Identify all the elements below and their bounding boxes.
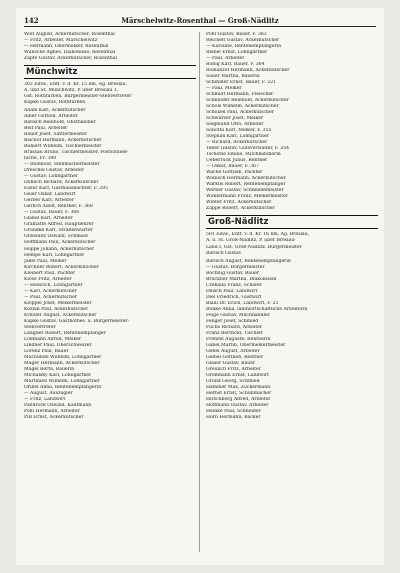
directory-entry: Kupke Gustav, Gasthofbes. u. Bürgermeister- [24,318,130,324]
directory-entry: Mager Hermann, Ackerkutscher [24,360,100,366]
directory-entry: — Paul, Ackerkutscher [24,294,78,300]
directory-entry: Hempe Karl, Lohngärtner [24,252,85,258]
section-intro-gross-naedlitz [206,232,378,256]
page-number: 142 [24,16,39,25]
directory-entry: Bischof Hermann, Ackerkutscher [24,138,102,144]
directory-entry: Schwarzer Josef, Melker [206,116,264,122]
directory-entry: Kirchner Robert, Ackerkutscher [24,264,99,270]
section-intro-line: Land I, Gst. Groß-Nädlitz. Bürgermeister [206,244,302,250]
directory-entry: Oribel Anna, Rentenempfängerin [24,384,102,390]
directory-entry: fache, Fr. 390 [24,156,57,162]
directory-entry: Eisler Karl, Gasthausbächter, F. 295 [24,186,108,192]
directory-entry: Hoppe Johann, Ackerkutscher [24,246,94,252]
directory-entry: Diel Friedrich, Gastwirt [206,294,262,300]
left-top-entries [24,32,196,62]
section-intro-line: A. u. St. Groß-Nädlitz, P. über Breslau- [206,238,296,244]
directory-entry: Siegmund Otto, Arbeiter [206,122,264,128]
directory-entry: Hoffmann Gustav, Arbeiter [206,402,269,408]
directory-entry: Warkus Robert, Rentenempfänger [206,182,286,188]
directory-entry: Roßig Karl, Bauer, F. 364 [206,62,265,68]
directory-entry: Reichelt Gustav, Ackerkutscher [206,38,280,44]
directory-entry: Wache Gottlieb, Pächter [206,170,263,176]
directory-entry: Bunke Anna, landwirtschaftliche Arbeiterin [206,306,308,312]
directory-entry: Martinien Wilhelm, Lohngärtner [24,378,100,384]
directory-entry: Lindner Paul, Oberschweizer [24,342,92,348]
directory-entry: Magel Berta, Bäuerin [24,366,75,372]
directory-entry: Schmidt Hermann, Fleischer [206,92,274,98]
directory-entry: — Karoline, Rentenempfängerin [206,44,282,50]
directory-entry: Kozian Paul, Ackerkutscher [24,306,89,312]
directory-entry: Döhlich Richard, Ackerkutscher [24,180,99,186]
directory-entry: Adler Gottlob, Arbeiter [24,114,78,120]
directory-entry: Gäbel Martin, Obermelkermeister [206,342,286,348]
directory-entry: Gerber Karl, Arbeiter [24,198,75,204]
directory-entry: Langner Robert, Rentenempfänger [24,330,106,336]
directory-entry: Gebel August, Arbeiter [206,348,260,354]
directory-entry: Wünsche Agnes, Diakonisse, Rosenthal [24,50,116,56]
directory-entry: Czekalla Franz, Schäfer [206,282,262,288]
directory-entry: Schneider Reinhold, Ackerkutscher [206,98,289,104]
section-intro-line: Kupke Gustav, Rothfürben [24,100,86,106]
directory-entry: Bochnig Gustav, Bauer [206,270,260,276]
directory-entry: — Hermann, Obermelker, Rosenthal [24,44,109,50]
directory-entry: Pandrock Oswald, Kaufmann [24,402,92,408]
directory-entry: — Oskar, Bauer, F. 367 [206,164,259,170]
directory-entry: Buhlert Wilhelm, Tischlermeister [24,144,102,150]
directory-entry: Greulich Fritz, Arbeiter [206,366,261,372]
directory-entry: Adam Karl, Ackerkutscher [24,108,86,114]
directory-entry: Tschirne Emilie, Milchhändlerin [206,152,281,158]
directory-entry: Zappe Robert, Ackerkutscher [206,206,275,212]
directory-entry: Gramatte Alfred, Hauptlehrer [24,222,94,228]
directory-entry: Barisch Reinhold, Obstbändler [24,120,96,126]
directory-entry: Pilz Ernst, Ackerkutscher [24,414,84,420]
directory-entry: Lorenz Paul, Bauer [24,348,69,354]
directory-entry: Ueberrück Julius, Rentner [206,158,268,164]
directory-entry: Wollisch Hermann, Ackerkutscher [206,176,286,182]
directory-entry: Grzesnitz Oswald, Schmied [24,234,88,240]
directory-entry: Wolf August, Ackerkutscher, Rosenthal [24,32,115,37]
directory-entry: — Gustav, Bürgermeister [206,264,265,270]
directory-entry: Franz Berthold, Tischler [206,330,263,336]
directory-entry: — Fritz, Arbeiter, Märschelwitz [24,38,98,44]
directory-entry: Klose Fritz, Arbeiter [24,276,72,282]
section-entries-gross-naedlitz [206,259,378,421]
directory-entry: Romanzof Hermann, Ackerkutscher [206,68,290,74]
directory-entry: Michalsky Karl, Lohngärtner [24,372,92,378]
directory-entry: Blaul Dr. Erich, Landwirt, F. 21 [206,300,279,306]
directory-entry: Pohl Gustav, Bauer, F. 363 [206,32,267,37]
directory-entry: Hirschberg Alfred, Arbeiter [206,396,271,402]
directory-entry: Feige Gustav, Milchhändler [206,312,270,318]
directory-entry: Grund Georg, Schmied [206,378,260,384]
directory-entry: — Paul, Arbeiter [206,56,245,62]
page-title: Märschelwitz-Rosenthal — Groß-Nädlitz [121,16,279,25]
section-intro-line: 501 Einw., Entf. v. d. Kr. 16 km, Ag. Breslau, [206,232,310,238]
directory-entry: Stellvertreter [24,324,56,330]
section-heading-muenchwitz: Münchwitz [24,65,196,79]
directory-entry: Barisch August, Rentenempfängerin [206,258,291,264]
directory-entry: Kleinert Paul, Pächter [24,270,76,276]
directory-entry: Pohl Hermann, Arbeiter [24,408,80,414]
directory-entry: Heinke Paul, Schneider [206,408,261,414]
directory-entry: Jakel Paul, Melker [24,258,67,264]
section-intro-line: 302 Einw., Entf. v. d. Kr. 15 km, Ag. Breslau, [24,82,128,88]
directory-entry: Schölzel Paul, Ackerkutscher [206,110,274,116]
directory-entry: Biniof Josef, Sattlermeister [24,132,87,138]
directory-entry: — Gustav, Bauer, F. 366 [24,210,80,216]
directory-entry: Horn Hermann, Bäcker [206,414,261,420]
right-top-entries [206,32,378,212]
directory-entry: — Richard, Ackerkutscher [206,140,268,146]
directory-entry: Loßmann Alfred, Melker [24,336,82,342]
directory-entry: Deisch Paul, Landwirt [206,288,258,294]
directory-entry: Frenzel Auguste, Rentnerin [206,336,271,342]
directory-entry: Grundke Karl, Straßenwärter [24,228,93,234]
directory-entry: Gerlich Adolf, Rentner, F. 368 [24,204,93,210]
section-intro-line: Gst. Rothfürben. Bürgermeister-Stellvertreter [24,94,132,100]
right-column [206,32,378,421]
directory-entry: Hammer Max, Zuckermann [206,384,271,390]
directory-entry: Zapfe Gustav, Ackerkutscher, Rosenthal [24,56,117,62]
directory-entry: — Reinhold, Stellmachermeister [24,162,100,168]
directory-entry: Teller Gustav, Gutsverwalter, F. 254 [206,146,290,152]
directory-entry: Brassau Bruno, Tischlermeister, Postschließ- [24,150,129,156]
directory-entry: Widdermann Franz, Melkermeister [206,194,289,200]
directory-entry: Großmann Ernst, Landwirt [206,372,269,378]
directory-entry: Herbst Ernst, Schuhmacher [206,390,272,396]
directory-entry: Machunde Wilhelm, Lohngärtner [24,354,102,360]
section-heading-gross-naedlitz: Groß-Nädlitz [206,215,378,229]
directory-entry: Brückner Martha, Diakonissin [206,276,277,282]
section-intro-muenchwitz [24,82,196,106]
section-intro-line: A. und St. Münchwitz, P. über Breslau 1, [24,88,119,94]
directory-entry: Dreschel Gustav, Arbeiter [24,168,85,174]
section-intro-line: Barisch Gustav [206,250,242,256]
directory-entry: Stephan Karl, Lohngärtner [206,134,269,140]
directory-entry: Hoffmann Paul, Ackerkutscher [24,240,96,246]
directory-entry: Fuchs Richard, Arbeiter [206,324,263,330]
directory-entry: Schindler Ernst, Bauer, F. 221 [206,80,277,86]
directory-entry: Winter Fritz, Ackerkutscher [206,200,272,206]
left-column [24,32,196,421]
directory-entry: Werner Gustav, Schmiedemeister [206,188,284,194]
directory-entry: — Paul, Melker [206,86,242,92]
directory-entry: Giebel Gottlieb, Rentner [206,354,263,360]
directory-page [16,8,384,565]
directory-entry: Sobotta Karl, Melker, F. 355 [206,128,272,134]
directory-entry: Glaßel Karl, Arbeiter [24,216,73,222]
directory-entry: Klöppel Josef, Melkermeister [24,300,92,306]
section-entries-muenchwitz [24,108,196,421]
directory-entry: — Fritz, Landwirt [24,396,66,402]
page-header [24,16,376,27]
directory-entry: — Heinrich, Lohngärtner [24,282,83,288]
directory-entry: Belt Paul, Arbeiter [24,126,68,132]
directory-entry: — Gustav, Lohngärtner [24,174,78,180]
directory-entry: Sauer Martha, Bäuerin [206,74,260,80]
directory-entry: Geier Oskar, Landwirt [24,192,76,198]
directory-entry: Gläser Gustav, Bauer [206,360,256,366]
directory-entry: Kritzler August, Ackerkutscher [24,312,97,318]
directory-entry: Fenger Josef, Schmied [206,318,259,324]
directory-entry: Schöls Wilhelm, Ackerkutscher [206,104,279,110]
directory-entry: Riebel Ernst, Lohngärtner [206,50,268,56]
directory-entry: — August, Auszügler [24,390,73,396]
directory-entry: — Karl, Ackerkutscher [24,288,77,294]
column-divider [199,32,200,552]
